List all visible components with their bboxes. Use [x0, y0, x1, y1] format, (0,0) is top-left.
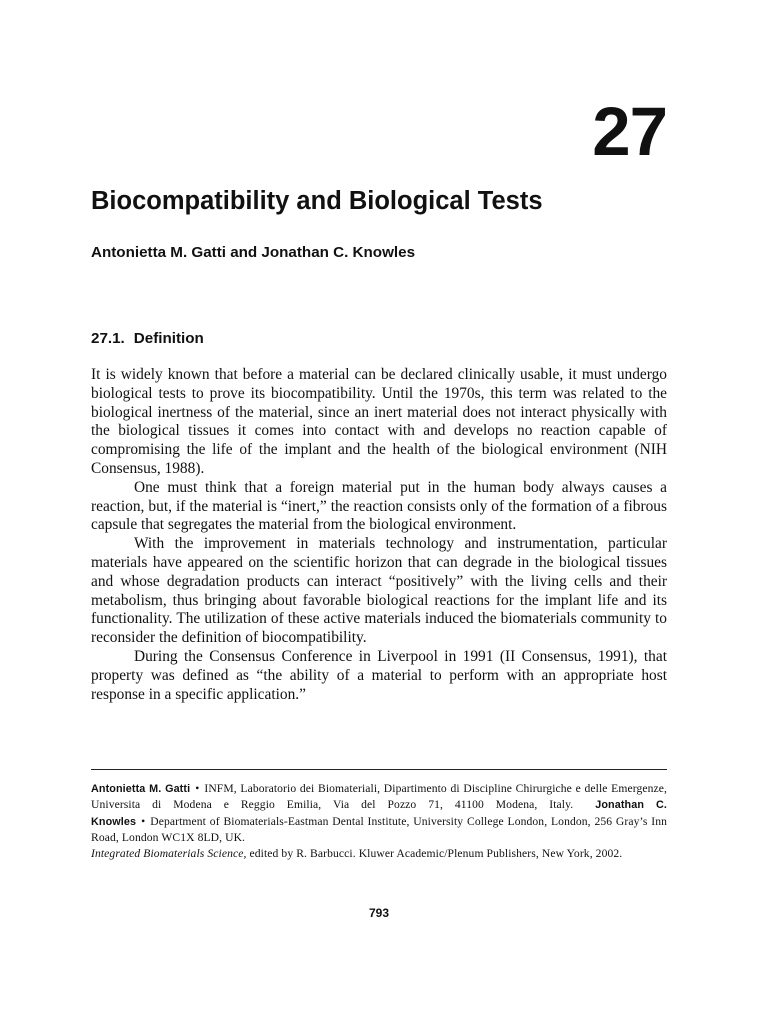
page-number: 793	[368, 906, 390, 920]
footnote-author-name: Jonathan C. Knowles	[91, 799, 667, 828]
chapter-authors: Antonietta M. Gatti and Jonathan C. Knowles	[91, 244, 416, 261]
body-text	[91, 366, 667, 704]
bullet-separator: •	[195, 782, 200, 795]
paragraph: During the Consensus Conference in Liverpool in 1991 (II Consensus, 1991), that property was defined as “the ability of a material to perform with an appropriate host response in a specific application.”	[91, 647, 667, 703]
chapter-title: Biocompatibility and Biological Tests	[91, 187, 543, 215]
section-heading	[91, 328, 204, 350]
bullet-separator: •	[141, 814, 146, 828]
footnote-affiliation: INFM, Laboratorio dei Biomateriali, Dipartimento di Discipline Chirurgiche e delle Emergenze, Universita di Modena e Reggio Emilia, Via del Pozzo 71, 41100 Modena, Italy.	[91, 782, 667, 812]
book-details: edited by R. Barbucci. Kluwer Academic/Plenum Publishers, New York, 2002.	[249, 846, 623, 860]
book-page	[91, 0, 667, 1024]
chapter-number: 27	[592, 93, 667, 170]
footnote-divider	[91, 769, 667, 770]
section-number: 27.1.	[91, 330, 125, 347]
section-title: Definition	[133, 330, 204, 347]
book-title: Integrated Biomaterials Science,	[91, 846, 247, 860]
paragraph: One must think that a foreign material put in the human body always causes a reaction, but, if the material is “inert,” the reaction consists only of the formation of a fibrous capsule that segregates the material from the biological environment.	[91, 478, 667, 534]
paragraph: With the improvement in materials technology and instrumentation, particular materials have appeared on the scientific horizon that can degrade in the biological tissues and whose degradation products can interact “positively” with the living cells and their metabolism, thus bringing about favorable biological reactions for the implant life and its functionality. The utilization of these active materials induced the biomaterials community to reconsider the definition of biocompatibility.	[91, 535, 667, 647]
publication-info	[91, 846, 667, 861]
author-affiliations	[91, 781, 667, 846]
paragraph: It is widely known that before a material can be declared clinically usable, it must undergo biological tests to prove its biocompatibility. Until the 1970s, this term was related to the biological inertness of the material, since an inert material does not interact physically with the biological tissues it comes into contact with and develops no reaction capable of compromising the life of the implant and the health of the biological environment (NIH Consensus, 1988).	[91, 366, 667, 477]
footnote-author-name: Antonietta M. Gatti	[91, 783, 191, 795]
footnote	[91, 781, 667, 861]
footnote-affiliation: Department of Biomaterials-Eastman Dental Institute, University College London, London, 256 Gray’s Inn Road, London WC1X 8LD, UK.	[91, 814, 667, 845]
